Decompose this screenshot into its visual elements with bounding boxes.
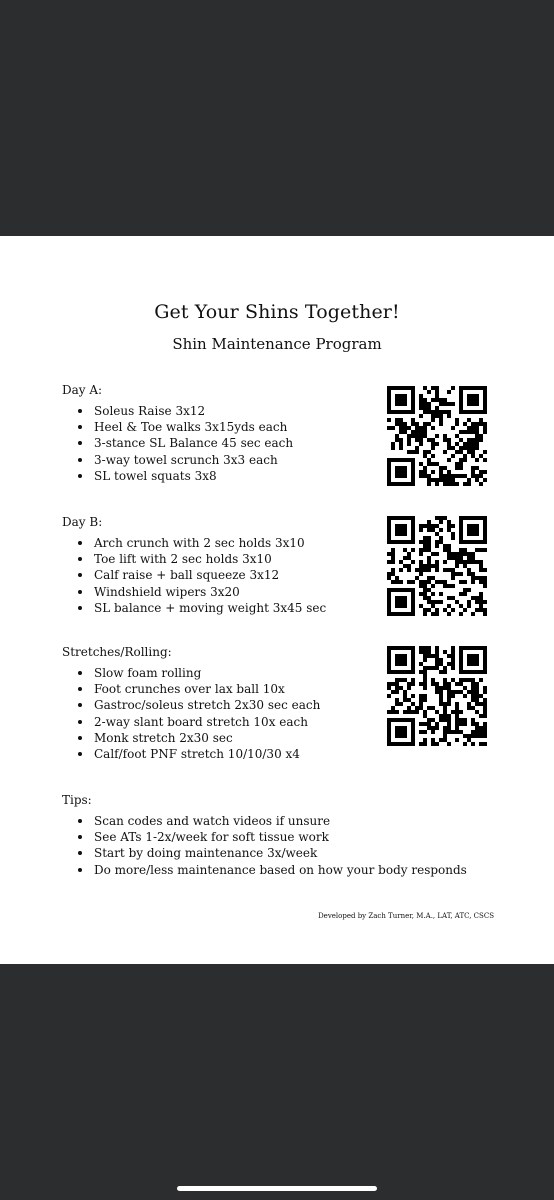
section-heading: Day A: — [62, 383, 103, 397]
list-item: Monk stretch 2x30 sec — [62, 730, 482, 746]
top-dark-bar — [0, 0, 554, 236]
list-item: SL towel squats 3x8 — [62, 468, 482, 484]
list-item: Foot crunches over lax ball 10x — [62, 681, 482, 697]
list-item: 3-stance SL Balance 45 sec each — [62, 435, 482, 451]
qr-code-icon[interactable] — [387, 386, 487, 486]
list-item: Scan codes and watch videos if unsure — [62, 813, 482, 829]
list-item: SL balance + moving weight 3x45 sec — [62, 600, 482, 616]
page-subtitle: Shin Maintenance Program — [172, 335, 382, 353]
list-item: 2-way slant board stretch 10x each — [62, 714, 482, 730]
list-item: Start by doing maintenance 3x/week — [62, 845, 482, 861]
list-item: Calf raise + ball squeeze 3x12 — [62, 567, 482, 583]
document-page — [0, 236, 554, 964]
bottom-dark-bar — [0, 964, 554, 1200]
list-item: See ATs 1-2x/week for soft tissue work — [62, 829, 482, 845]
list-item: Slow foam rolling — [62, 665, 482, 681]
list-item: Do more/less maintenance based on how your body responds — [62, 862, 482, 878]
list-item: Windshield wipers 3x20 — [62, 584, 482, 600]
list-item: Calf/foot PNF stretch 10/10/30 x4 — [62, 746, 482, 762]
list-item: Gastroc/soleus stretch 2x30 sec each — [62, 697, 482, 713]
page-title: Get Your Shins Together! — [154, 301, 400, 323]
section-heading: Tips: — [62, 793, 92, 807]
tips-list — [62, 813, 482, 878]
list-item: Heel & Toe walks 3x15yds each — [62, 419, 482, 435]
list-item: Toe lift with 2 sec holds 3x10 — [62, 551, 482, 567]
list-item: Soleus Raise 3x12 — [62, 403, 482, 419]
list-item: Arch crunch with 2 sec holds 3x10 — [62, 535, 482, 551]
section-heading: Stretches/Rolling: — [62, 645, 172, 659]
section-tips — [62, 792, 482, 878]
author-credit: Developed by Zach Turner, M.A., LAT, ATC, CSCS — [318, 912, 494, 920]
qr-code-icon[interactable] — [387, 516, 487, 616]
qr-code-icon[interactable] — [387, 646, 487, 746]
list-item: 3-way towel scrunch 3x3 each — [62, 452, 482, 468]
home-indicator[interactable] — [177, 1186, 377, 1191]
section-heading: Day B: — [62, 515, 103, 529]
